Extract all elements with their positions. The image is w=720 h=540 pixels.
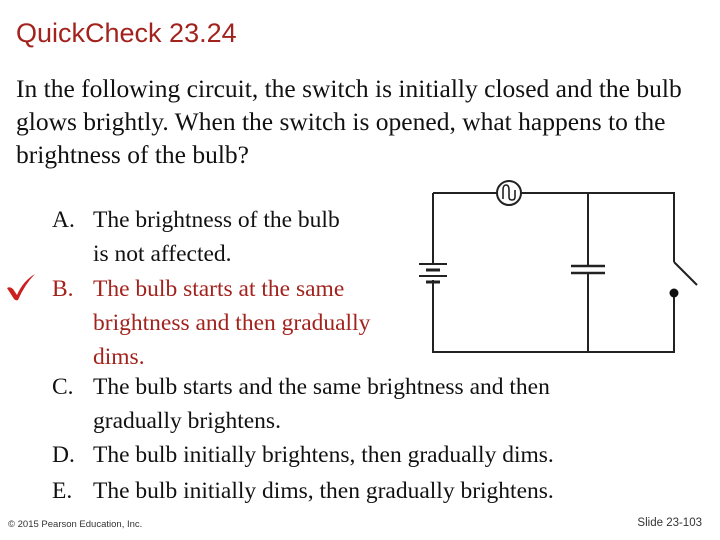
capacitor-icon — [571, 266, 605, 273]
circuit-wire-top-right — [521, 193, 674, 262]
option-b-line1: The bulb starts at the same — [93, 276, 345, 302]
option-a-line2: is not affected. — [93, 241, 232, 267]
option-b-letter: B. — [52, 276, 74, 302]
switch-icon — [670, 262, 698, 298]
option-b-line3: dims. — [93, 344, 145, 370]
option-b-line2: brightness and then gradually — [93, 310, 371, 336]
slide-title: QuickCheck 23.24 — [16, 18, 237, 48]
option-d-letter: D. — [52, 442, 75, 468]
battery-icon — [419, 264, 447, 282]
option-e-line1: The bulb initially dims, then gradually brightens. — [93, 478, 554, 504]
option-a-line1: The brightness of the bulb — [93, 207, 340, 233]
option-a-letter: A. — [52, 207, 75, 233]
option-c-line1: The bulb starts and the same brightness and then — [93, 374, 550, 400]
option-e-letter: E. — [52, 478, 73, 504]
slide-number: Slide 23-103 — [637, 517, 702, 529]
option-c-letter: C. — [52, 374, 74, 400]
option-c-line2: gradually brightens. — [93, 408, 281, 434]
checkmark-icon — [5, 272, 37, 302]
question-text: In the following circuit, the switch is initially closed and the bulb glows brightly. When the switch is opened, what happens to the brightness of the bulb? — [16, 74, 682, 169]
footer-copyright: © 2015 Pearson Education, Inc. — [8, 519, 143, 530]
circuit-wire-left-lower — [433, 280, 674, 352]
option-d-line1: The bulb initially brightens, then gradually dims. — [93, 442, 554, 468]
circuit-diagram — [400, 178, 710, 360]
bulb-icon — [497, 181, 521, 205]
